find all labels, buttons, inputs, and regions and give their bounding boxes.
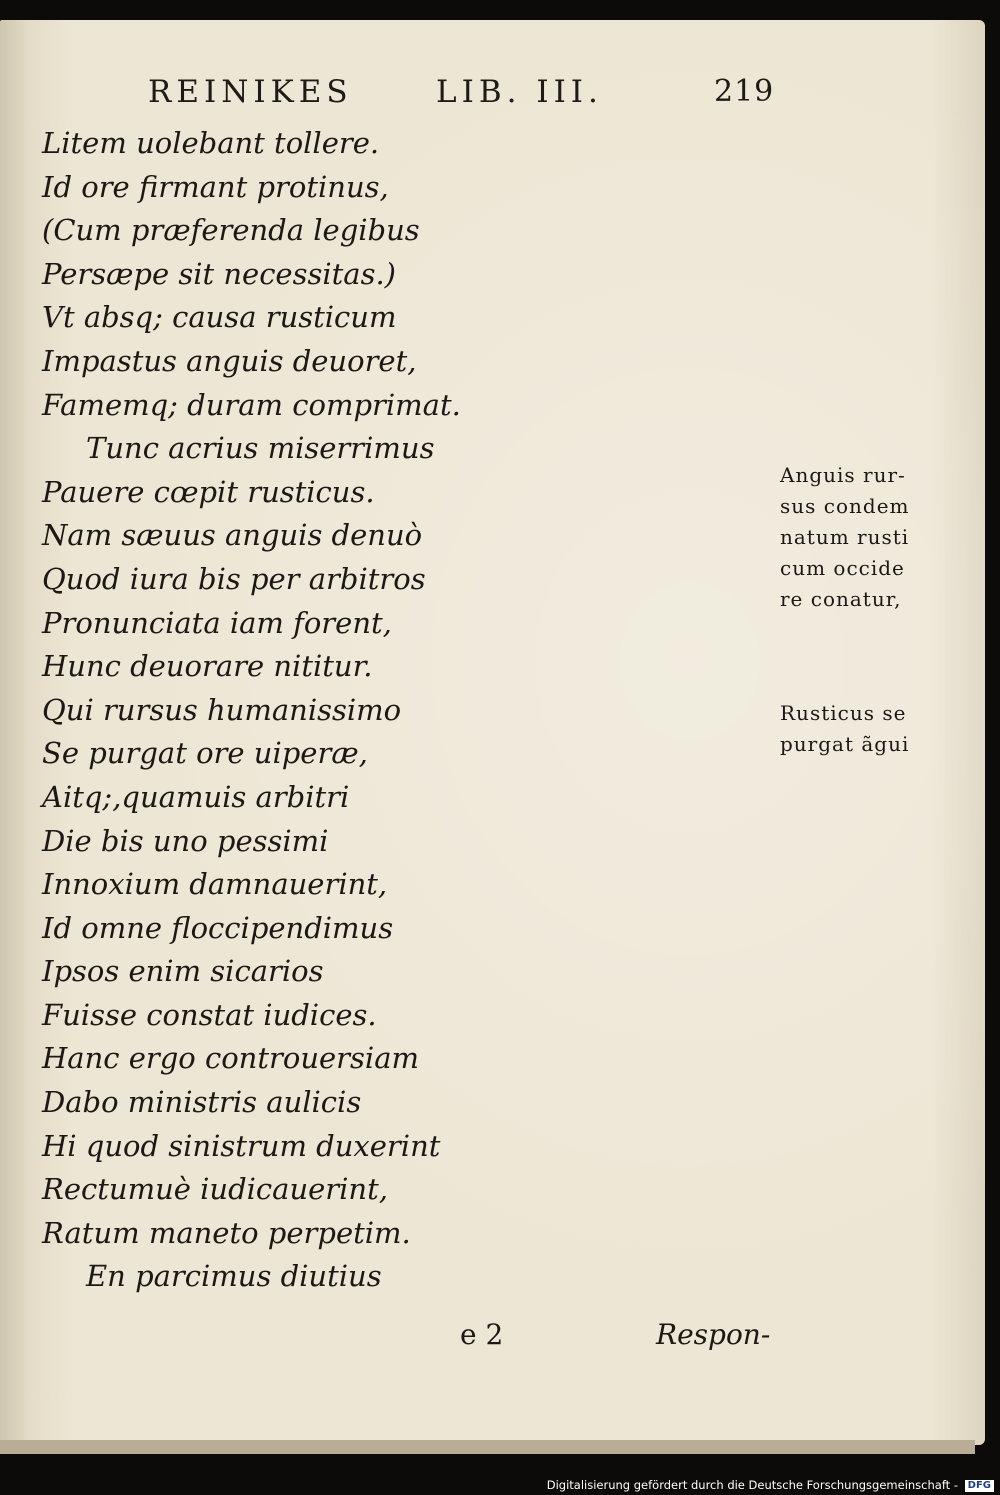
verse-line: Innoxium damnauerint,	[42, 867, 388, 902]
dfg-logo: DFG	[965, 1480, 994, 1492]
marginal-note-line: sus condem	[780, 494, 910, 518]
verse-line: Quod iura bis per arbitros	[42, 561, 426, 596]
verse-line: Id ore firmant protinus,	[42, 169, 389, 204]
page-footer	[460, 1318, 800, 1358]
marginal-note-line: cum occide	[780, 556, 905, 580]
verse-text	[42, 122, 602, 1299]
verse-line: Ipsos enim sicarios	[42, 954, 324, 989]
marginal-note-line: natum rusti	[780, 525, 910, 549]
signature-mark: e 2	[460, 1318, 504, 1351]
marginal-note-line: Rusticus se	[780, 701, 907, 725]
credit-text: Digitalisierung gefördert durch die Deutsche Forschungsgemeinschaft -	[546, 1478, 958, 1492]
digitization-credit	[547, 1478, 994, 1492]
running-head	[148, 74, 788, 118]
page-edge	[0, 1440, 975, 1454]
verse-line: (Cum præferenda legibus	[42, 213, 420, 248]
verse-line: Nam sæuus anguis denuò	[42, 518, 423, 553]
verse-line: Fuisse constat iudices.	[42, 997, 377, 1032]
verse-line: Vt absq; causa rusticum	[42, 300, 397, 335]
verse-line: Se purgat ore uiperæ,	[42, 736, 368, 771]
verse-line: Id omne floccipendimus	[42, 910, 394, 945]
verse-line: Pronunciata iam forent,	[42, 605, 392, 640]
verse-line: Hanc ergo controuersiam	[42, 1041, 419, 1076]
verse-line: En parcimus diutius	[86, 1259, 382, 1294]
verse-line: Persæpe sit necessitas.)	[42, 256, 396, 291]
verse-line: Litem uolebant tollere.	[42, 126, 380, 160]
marginal-note-line: Anguis rur-	[780, 463, 906, 487]
catchword: Respon-	[656, 1318, 771, 1351]
verse-line: Aitq;,quamuis arbitri	[42, 779, 350, 814]
verse-line: Hi quod sinistrum duxerint	[42, 1128, 441, 1163]
verse-line: Pauere cœpit rusticus.	[42, 474, 375, 509]
marginal-note-2	[780, 698, 940, 760]
page-number: 219	[714, 74, 775, 109]
marginal-note-line: purgat ãgui	[780, 732, 910, 756]
verse-line: Ratum maneto perpetim.	[42, 1215, 411, 1250]
verse-line: Hunc deuorare nititur.	[42, 649, 373, 684]
verse-line: Qui rursus humanissimo	[42, 692, 402, 727]
running-head-title: REINIKES	[148, 74, 353, 110]
verse-line: Impastus anguis deuoret,	[42, 343, 417, 378]
verse-line: Die bis uno pessimi	[42, 823, 329, 858]
marginal-note-line: re conatur,	[780, 587, 902, 611]
marginal-note-1	[780, 460, 940, 615]
verse-line: Dabo ministris aulicis	[42, 1085, 362, 1120]
verse-line: Famemq; duram comprimat.	[42, 387, 461, 422]
running-head-book: LIB. III.	[436, 74, 603, 110]
verse-line: Tunc acrius miserrimus	[86, 431, 435, 466]
verse-line: Rectumuè iudicauerint,	[42, 1172, 388, 1207]
